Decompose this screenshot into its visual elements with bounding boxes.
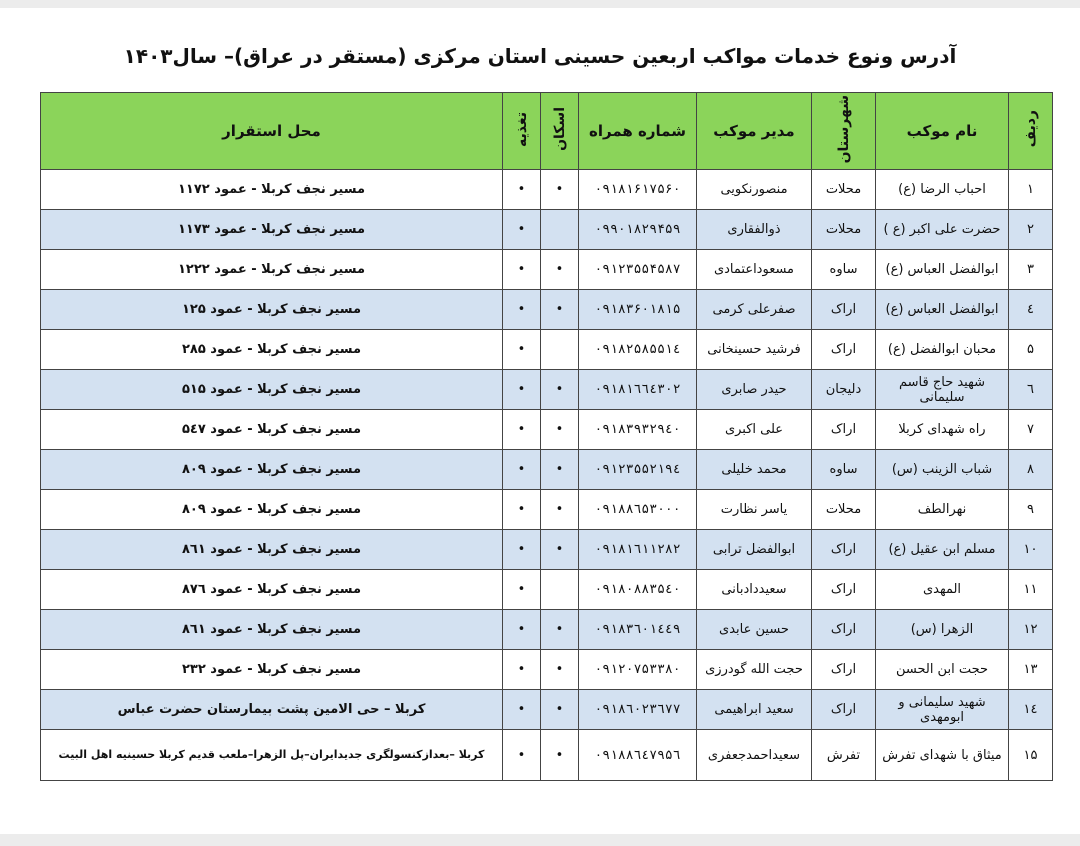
cell-housing bbox=[541, 210, 579, 250]
table-row bbox=[41, 610, 1053, 650]
cell-housing: • bbox=[541, 290, 579, 330]
table-row bbox=[41, 290, 1053, 330]
cell-city: اراک bbox=[812, 330, 876, 370]
cell-city: ساوه bbox=[812, 250, 876, 290]
cell-location: مسیر نجف کربلا - عمود ۵٤۷ bbox=[41, 410, 503, 450]
cell-housing: • bbox=[541, 610, 579, 650]
cell-manager: علی اکبری bbox=[697, 410, 812, 450]
cell-location: مسیر نجف کربلا - عمود ۲۸۵ bbox=[41, 330, 503, 370]
cell-manager: صفرعلی کرمی bbox=[697, 290, 812, 330]
cell-row-number: ۸ bbox=[1009, 450, 1053, 490]
header-row-number: ردیف bbox=[1009, 93, 1053, 170]
cell-city: تفرش bbox=[812, 730, 876, 781]
cell-row-number: ۷ bbox=[1009, 410, 1053, 450]
cell-phone: ۰۹۱۸۸٦٤۷۹۵٦ bbox=[579, 730, 697, 781]
cell-food: • bbox=[503, 610, 541, 650]
cell-food: • bbox=[503, 250, 541, 290]
cell-housing: • bbox=[541, 170, 579, 210]
table-body bbox=[41, 170, 1053, 781]
cell-location: مسیر نجف کربلا - عمود ۸۰۹ bbox=[41, 450, 503, 490]
table-row bbox=[41, 450, 1053, 490]
cell-food: • bbox=[503, 330, 541, 370]
page-title: آدرس ونوع خدمات مواکب اربعین حسینی استان مرکزی (مستقر در عراق)– سال۱۴۰۳ bbox=[123, 44, 957, 68]
cell-location: مسیر نجف کربلا - عمود ۵۱۵ bbox=[41, 370, 503, 410]
cell-manager: مسعوداعتمادی bbox=[697, 250, 812, 290]
table-row bbox=[41, 650, 1053, 690]
cell-name: مسلم ابن عقیل (ع) bbox=[876, 530, 1009, 570]
cell-row-number: ۱۳ bbox=[1009, 650, 1053, 690]
cell-row-number: ۱۰ bbox=[1009, 530, 1053, 570]
cell-phone: ۰۹۱۸۲۵۸۵۵۱٤ bbox=[579, 330, 697, 370]
cell-manager: حیدر صابری bbox=[697, 370, 812, 410]
cell-city: محلات bbox=[812, 170, 876, 210]
cell-manager: سعیددادبانی bbox=[697, 570, 812, 610]
cell-row-number: ۳ bbox=[1009, 250, 1053, 290]
header-location: محل استقرار bbox=[41, 93, 503, 170]
table-row bbox=[41, 570, 1053, 610]
cell-name: شهید سلیمانی و ابومهدی bbox=[876, 690, 1009, 730]
cell-row-number: ۵ bbox=[1009, 330, 1053, 370]
cell-phone: ۰۹۱۸۳٦۰۱٤٤۹ bbox=[579, 610, 697, 650]
table-row bbox=[41, 170, 1053, 210]
cell-row-number: ۱۵ bbox=[1009, 730, 1053, 781]
cell-manager: سعیداحمدجعفری bbox=[697, 730, 812, 781]
cell-row-number: ۲ bbox=[1009, 210, 1053, 250]
table-row bbox=[41, 330, 1053, 370]
cell-row-number: ۱٤ bbox=[1009, 690, 1053, 730]
cell-name: نهرالطف bbox=[876, 490, 1009, 530]
cell-manager: یاسر نظارت bbox=[697, 490, 812, 530]
cell-housing bbox=[541, 570, 579, 610]
table-row bbox=[41, 410, 1053, 450]
cell-row-number: ٤ bbox=[1009, 290, 1053, 330]
cell-row-number: ۱۱ bbox=[1009, 570, 1053, 610]
cell-city: اراک bbox=[812, 570, 876, 610]
cell-name: ابوالفضل العباس (ع) bbox=[876, 250, 1009, 290]
table-row bbox=[41, 490, 1053, 530]
cell-manager: ابوالفضل ترابی bbox=[697, 530, 812, 570]
cell-city: اراک bbox=[812, 690, 876, 730]
cell-location: کربلا –بعدازکنسولگری جدیدایران–پل الزهرا–ملعب قدیم کربلا حسینیه اهل البیت bbox=[41, 730, 503, 781]
cell-food: • bbox=[503, 690, 541, 730]
cell-housing: • bbox=[541, 530, 579, 570]
cell-city: اراک bbox=[812, 610, 876, 650]
cell-phone: ۰۹۹۰۱۸۲۹۴۵۹ bbox=[579, 210, 697, 250]
cell-location: مسیر نجف کربلا - عمود ۸۰۹ bbox=[41, 490, 503, 530]
cell-housing: • bbox=[541, 650, 579, 690]
cell-name: محبان ابوالفضل (ع) bbox=[876, 330, 1009, 370]
table-row bbox=[41, 210, 1053, 250]
cell-location: مسیر نجف کربلا - عمود ۱۲۲۲ bbox=[41, 250, 503, 290]
cell-manager: منصورنکویی bbox=[697, 170, 812, 210]
cell-manager: محمد خلیلی bbox=[697, 450, 812, 490]
cell-row-number: ۱ bbox=[1009, 170, 1053, 210]
table-row bbox=[41, 250, 1053, 290]
cell-phone: ۰۹۱۲۰۷۵۳۳۸۰ bbox=[579, 650, 697, 690]
table-row bbox=[41, 370, 1053, 410]
table-row bbox=[41, 730, 1053, 781]
cell-phone: ۰۹۱۸۱٦۱۱۲۸۲ bbox=[579, 530, 697, 570]
cell-location: کربلا – حی الامین پشت بیمارستان حضرت عباس bbox=[41, 690, 503, 730]
cell-phone: ۰۹۱۸۳۶۰۱۸۱۵ bbox=[579, 290, 697, 330]
cell-housing: • bbox=[541, 370, 579, 410]
cell-phone: ۰۹۱۸۳۹۳۲۹٤۰ bbox=[579, 410, 697, 450]
cell-housing: • bbox=[541, 250, 579, 290]
cell-phone: ۰۹۱۸۱٦٦٤۳۰۲ bbox=[579, 370, 697, 410]
cell-row-number: ۹ bbox=[1009, 490, 1053, 530]
cell-housing: • bbox=[541, 450, 579, 490]
table-row bbox=[41, 690, 1053, 730]
cell-location: مسیر نجف کربلا - عمود ۲۳۲ bbox=[41, 650, 503, 690]
cell-row-number: ۱۲ bbox=[1009, 610, 1053, 650]
cell-food: • bbox=[503, 730, 541, 781]
cell-phone: ۰۹۱۸۸٦۵۳۰۰۰ bbox=[579, 490, 697, 530]
cell-food: • bbox=[503, 570, 541, 610]
cell-name: حضرت علی اکبر (ع ) bbox=[876, 210, 1009, 250]
cell-name: حجت ابن الحسن bbox=[876, 650, 1009, 690]
cell-location: مسیر نجف کربلا - عمود ۸۷٦ bbox=[41, 570, 503, 610]
header-housing: اسکان bbox=[541, 93, 579, 170]
header-food: تغذیه bbox=[503, 93, 541, 170]
cell-city: اراک bbox=[812, 290, 876, 330]
cell-phone: ۰۹۱۸۱۶۱۷۵۶۰ bbox=[579, 170, 697, 210]
header-name: نام موکب bbox=[876, 93, 1009, 170]
cell-food: • bbox=[503, 410, 541, 450]
header-phone: شماره همراه bbox=[579, 93, 697, 170]
cell-location: مسیر نجف کربلا - عمود ۸٦۱ bbox=[41, 610, 503, 650]
cell-phone: ۰۹۱۸٦۰۲۳٦۷۷ bbox=[579, 690, 697, 730]
cell-food: • bbox=[503, 530, 541, 570]
table-header-row bbox=[41, 93, 1053, 170]
cell-housing: • bbox=[541, 730, 579, 781]
cell-housing: • bbox=[541, 490, 579, 530]
cell-location: مسیر نجف کربلا - عمود ۱۱۷۲ bbox=[41, 170, 503, 210]
mawkib-table bbox=[40, 92, 1053, 781]
cell-manager: حجت الله گودرزی bbox=[697, 650, 812, 690]
cell-name: میثاق با شهدای تفرش bbox=[876, 730, 1009, 781]
cell-location: مسیر نجف کربلا - عمود ۱۱۷۳ bbox=[41, 210, 503, 250]
cell-location: مسیر نجف کربلا - عمود ۸٦۱ bbox=[41, 530, 503, 570]
cell-housing: • bbox=[541, 690, 579, 730]
cell-food: • bbox=[503, 650, 541, 690]
cell-housing bbox=[541, 330, 579, 370]
cell-city: محلات bbox=[812, 210, 876, 250]
cell-food: • bbox=[503, 370, 541, 410]
cell-name: راه شهدای کربلا bbox=[876, 410, 1009, 450]
cell-name: ابوالفضل العباس (ع) bbox=[876, 290, 1009, 330]
cell-food: • bbox=[503, 210, 541, 250]
cell-manager: ذوالفقاری bbox=[697, 210, 812, 250]
cell-row-number: ٦ bbox=[1009, 370, 1053, 410]
cell-city: ساوه bbox=[812, 450, 876, 490]
cell-food: • bbox=[503, 450, 541, 490]
cell-name: الزهرا (س) bbox=[876, 610, 1009, 650]
document-page bbox=[0, 8, 1080, 834]
cell-name: شباب الزینب (س) bbox=[876, 450, 1009, 490]
cell-manager: فرشید حسینخانی bbox=[697, 330, 812, 370]
header-city: شهرستان bbox=[812, 93, 876, 170]
cell-name: المهدی bbox=[876, 570, 1009, 610]
cell-city: اراک bbox=[812, 410, 876, 450]
cell-city: اراک bbox=[812, 650, 876, 690]
cell-city: اراک bbox=[812, 530, 876, 570]
cell-housing: • bbox=[541, 410, 579, 450]
cell-phone: ۰۹۱۸۰۸۸۳۵٤۰ bbox=[579, 570, 697, 610]
cell-food: • bbox=[503, 490, 541, 530]
cell-food: • bbox=[503, 170, 541, 210]
cell-manager: حسین عابدی bbox=[697, 610, 812, 650]
cell-city: دلیجان bbox=[812, 370, 876, 410]
cell-name: احباب الرضا (ع) bbox=[876, 170, 1009, 210]
cell-location: مسیر نجف کربلا - عمود ۱۲۵ bbox=[41, 290, 503, 330]
header-manager: مدیر موکب bbox=[697, 93, 812, 170]
cell-phone: ۰۹۱۲۳۵۵۴۵۸۷ bbox=[579, 250, 697, 290]
cell-manager: سعید ابراهیمی bbox=[697, 690, 812, 730]
cell-phone: ۰۹۱۲۳۵۵۲۱۹٤ bbox=[579, 450, 697, 490]
cell-food: • bbox=[503, 290, 541, 330]
cell-city: محلات bbox=[812, 490, 876, 530]
cell-name: شهید حاج قاسم سلیمانی bbox=[876, 370, 1009, 410]
table-row bbox=[41, 530, 1053, 570]
